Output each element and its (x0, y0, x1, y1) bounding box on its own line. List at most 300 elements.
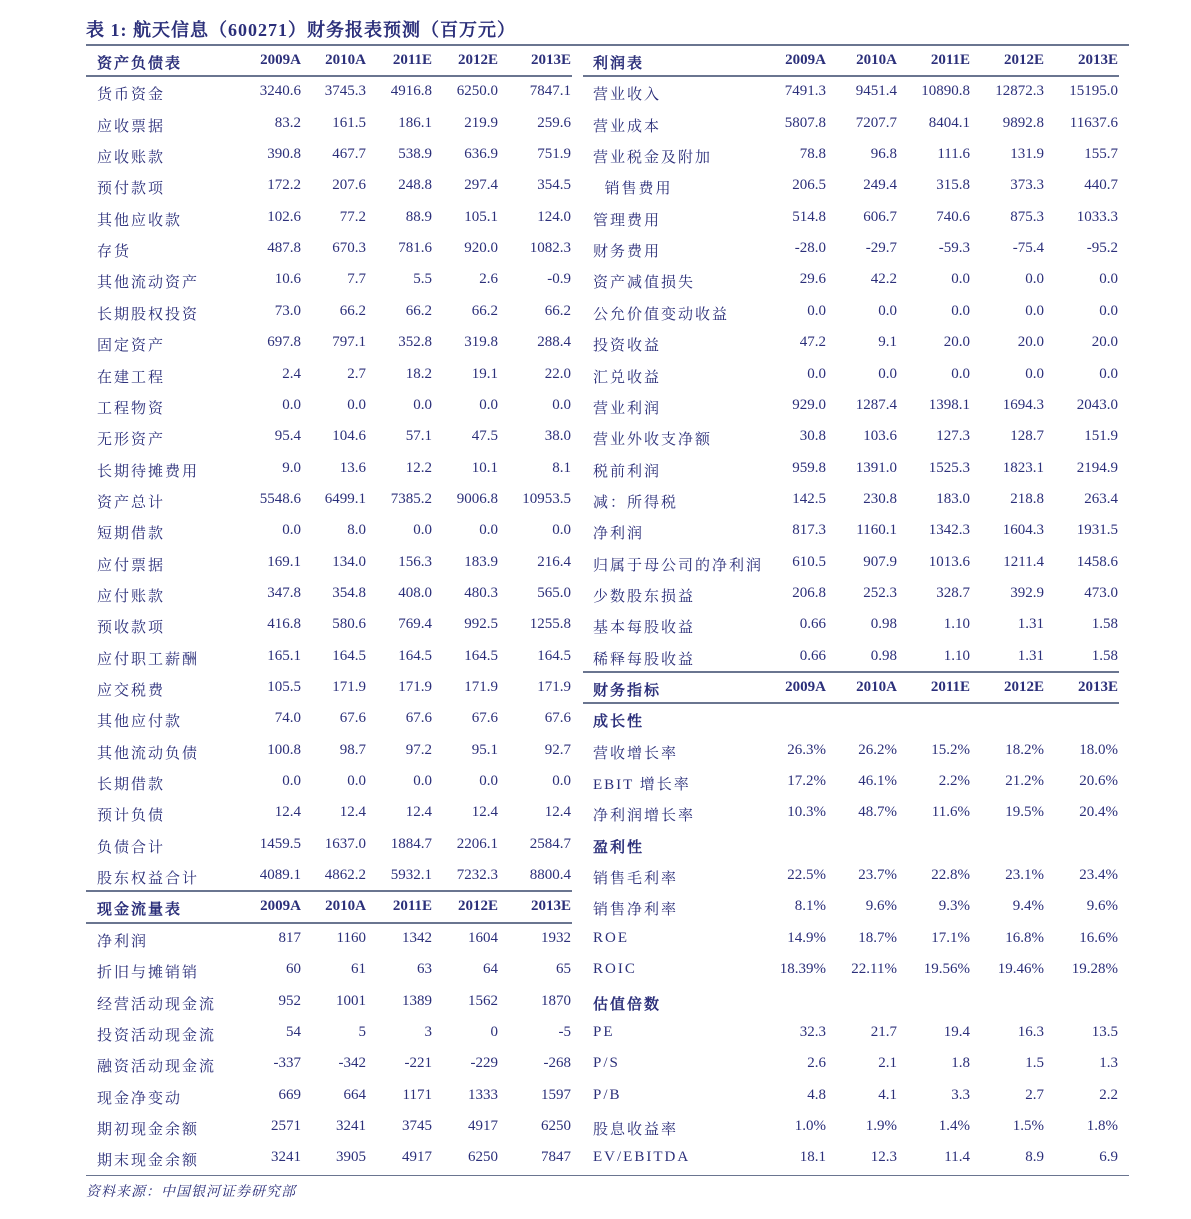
cell-value: 1.58 (1091, 647, 1118, 664)
row-label: 成长性 (593, 714, 645, 731)
cell-value: 0.0 (1099, 302, 1118, 319)
cell-value: 670.3 (332, 240, 366, 257)
row-label: 预计负债 (97, 808, 166, 825)
cell-value: 797.1 (332, 334, 366, 351)
cell-value: 0.98 (870, 616, 897, 633)
cell-value: 606.7 (863, 208, 897, 225)
cell-value: -95.2 (1086, 240, 1118, 257)
cell-value: 769.4 (398, 616, 432, 633)
cell-value: 5932.1 (390, 867, 432, 884)
cell-value: 19.46% (997, 961, 1044, 978)
cell-value: 67.6 (544, 710, 571, 727)
row-label: 盈利性 (593, 839, 645, 856)
column-header: 2009A (785, 52, 826, 68)
cell-value: -0.9 (547, 271, 571, 288)
cell-value: 1001 (336, 992, 366, 1009)
row-label: 工程物资 (97, 400, 166, 417)
row-label: 投资活动现金流 (97, 1027, 217, 1044)
cell-value: 3745.3 (324, 83, 366, 100)
column-header: 2009A (260, 52, 301, 68)
row-label: 税前利润 (593, 463, 662, 480)
cell-value: 8800.4 (529, 867, 571, 884)
cell-value: 20.0 (1091, 334, 1118, 351)
cell-value: 12.2 (405, 459, 432, 476)
cell-value: 0.0 (878, 365, 897, 382)
cell-value: 7232.3 (456, 867, 498, 884)
cell-value: 12.4 (339, 804, 366, 821)
cell-value: 1.5 (1025, 1055, 1044, 1072)
cell-value: 1255.8 (529, 616, 571, 633)
header-rule (583, 75, 1119, 77)
cell-value: 18.7% (858, 929, 897, 946)
cell-value: 12.3 (870, 1149, 897, 1166)
row-label: 股息收益率 (593, 1121, 679, 1138)
cell-value: 408.0 (398, 584, 432, 601)
cell-value: 74.0 (274, 710, 301, 727)
cell-value: 354.8 (332, 584, 366, 601)
row-label: 应付职工薪酬 (97, 651, 200, 668)
row-label: 应交税费 (97, 683, 166, 699)
row-label: 其他流动资产 (97, 275, 200, 292)
cell-value: 20.6% (1079, 773, 1118, 790)
cell-value: 26.3% (787, 741, 826, 758)
cell-value: 57.1 (405, 428, 432, 445)
table-header-label: 现金流量表 (97, 902, 183, 919)
cell-value: -75.4 (1012, 240, 1044, 257)
row-label: 在建工程 (97, 369, 166, 386)
cell-value: -268 (543, 1055, 571, 1072)
cell-value: 1398.1 (928, 396, 970, 413)
row-label: 资产总计 (97, 494, 166, 511)
cell-value: 373.3 (1010, 177, 1044, 194)
row-label: 负债合计 (97, 839, 166, 856)
row-label: 预收款项 (97, 620, 166, 637)
cell-value: 0.0 (282, 522, 301, 539)
cell-value: 1.8% (1086, 1117, 1118, 1134)
row-label: 营业税金及附加 (593, 150, 713, 167)
row-label: 估值倍数 (593, 996, 662, 1013)
cell-value: 390.8 (267, 146, 301, 163)
row-label: 长期待摊费用 (97, 463, 200, 480)
cell-value: 328.7 (936, 584, 970, 601)
cell-value: 0.0 (413, 396, 432, 413)
cell-value: 67.6 (339, 710, 366, 727)
cell-value: 1694.3 (1002, 396, 1044, 413)
cell-value: 5548.6 (259, 490, 301, 507)
cell-value: 95.4 (274, 428, 301, 445)
row-label: 融资活动现金流 (97, 1059, 217, 1076)
cell-value: 30.8 (799, 428, 826, 445)
row-label: 销售毛利率 (593, 871, 679, 888)
cell-value: 2.4 (282, 365, 301, 382)
cell-value: 171.9 (332, 679, 366, 695)
cell-value: 183.0 (936, 490, 970, 507)
cell-value: 1932 (541, 929, 571, 946)
cell-value: 92.7 (544, 741, 571, 758)
cell-value: 6250 (541, 1117, 571, 1134)
cell-value: 0.0 (878, 302, 897, 319)
cell-value: 1342 (402, 929, 432, 946)
cell-value: 1.10 (943, 647, 970, 664)
cell-value: 959.8 (792, 459, 826, 476)
cell-value: 19.5% (1005, 804, 1044, 821)
cell-value: 18.2 (405, 365, 432, 382)
cell-value: 8.1% (794, 898, 826, 915)
cell-value: 15.2% (931, 741, 970, 758)
column-header: 2010A (325, 898, 366, 915)
cell-value: 5807.8 (784, 114, 826, 131)
cell-value: 11.4 (944, 1149, 970, 1166)
row-label: 投资收益 (593, 338, 662, 355)
cell-value: 347.8 (267, 584, 301, 601)
cell-value: 740.6 (936, 208, 970, 225)
cell-value: 98.7 (339, 741, 366, 758)
cell-value: 473.0 (1084, 584, 1118, 601)
cell-value: 1525.3 (928, 459, 970, 476)
column-header: 2010A (856, 679, 897, 695)
bottom-rule (86, 1175, 1129, 1176)
row-label: 减：所得税 (593, 494, 679, 511)
cell-value: 0.0 (1025, 271, 1044, 288)
column-header: 2011E (930, 52, 970, 68)
cell-value: 249.4 (863, 177, 897, 194)
cell-value: 83.2 (274, 114, 301, 131)
cell-value: 0.66 (799, 647, 826, 664)
row-label: 应付账款 (97, 588, 166, 605)
column-header: 2013E (530, 52, 571, 68)
cell-value: 0.0 (807, 302, 826, 319)
cell-value: 1160 (336, 929, 366, 946)
cell-value: 0.0 (347, 773, 366, 790)
column-header: 2009A (785, 679, 826, 695)
cell-value: 2.2 (1099, 1086, 1118, 1103)
cell-value: -5 (558, 1023, 571, 1040)
cell-value: 0.0 (1099, 271, 1118, 288)
cell-value: 7491.3 (784, 83, 826, 100)
cell-value: 48.7% (858, 804, 897, 821)
cell-value: 0.66 (799, 616, 826, 633)
cell-value: 8404.1 (928, 114, 970, 131)
cell-value: 216.4 (537, 553, 571, 570)
column-header: 2012E (1003, 52, 1044, 68)
cell-value: 155.7 (1084, 146, 1118, 163)
header-rule (86, 75, 572, 77)
cell-value: 164.5 (398, 647, 432, 664)
cell-value: 487.8 (267, 240, 301, 257)
column-header: 2010A (325, 52, 366, 68)
cell-value: 6250 (468, 1149, 498, 1166)
row-label: 基本每股收益 (593, 620, 696, 637)
cell-value: 875.3 (1010, 208, 1044, 225)
cell-value: 3241 (336, 1117, 366, 1134)
header-rule (583, 702, 1119, 704)
row-label: 净利润 (97, 933, 149, 950)
row-label: 管理费用 (593, 212, 662, 229)
cell-value: 4862.2 (324, 867, 366, 884)
cell-value: 13.6 (339, 459, 366, 476)
cell-value: 9451.4 (855, 83, 897, 100)
cell-value: 3.3 (951, 1086, 970, 1103)
cell-value: 514.8 (792, 208, 826, 225)
cell-value: 580.6 (332, 616, 366, 633)
row-label: 其他应收款 (97, 212, 183, 229)
row-label: P/S (593, 1055, 620, 1072)
cell-value: 0.0 (552, 522, 571, 539)
cell-value: 60 (286, 961, 301, 978)
cell-value: 817 (278, 929, 301, 946)
cell-value: 817.3 (792, 522, 826, 539)
column-header: 2012E (457, 898, 498, 915)
row-label: 货币资金 (97, 87, 166, 104)
cell-value: 7847 (541, 1149, 571, 1166)
row-label: 期初现金余额 (97, 1121, 200, 1138)
cell-value: 0.0 (1025, 302, 1044, 319)
cell-value: 111.6 (937, 146, 970, 163)
row-label: 营业收入 (593, 87, 662, 104)
cell-value: 23.7% (858, 867, 897, 884)
cell-value: 207.6 (332, 177, 366, 194)
cell-value: 1033.3 (1076, 208, 1118, 225)
column-header: 2010A (856, 52, 897, 68)
cell-value: 1884.7 (390, 835, 432, 852)
row-label: 营业利润 (593, 400, 662, 417)
cell-value: 3905 (336, 1149, 366, 1166)
cell-value: 22.11% (851, 961, 897, 978)
row-label: 应付票据 (97, 557, 166, 574)
row-label: 期末现金余额 (97, 1153, 200, 1170)
cell-value: 1562 (468, 992, 498, 1009)
row-label: 无形资产 (97, 432, 166, 449)
cell-value: 21.7 (870, 1023, 897, 1040)
row-label: 经营活动现金流 (97, 996, 217, 1013)
cell-value: 22.8% (931, 867, 970, 884)
table-header-label: 财务指标 (593, 683, 662, 699)
cell-value: 610.5 (792, 553, 826, 570)
cell-value: 4.8 (807, 1086, 826, 1103)
cell-value: 3240.6 (259, 83, 301, 100)
cell-value: 12872.3 (995, 83, 1044, 100)
cell-value: 1160.1 (856, 522, 897, 539)
cell-value: 102.6 (267, 208, 301, 225)
table-header-label: 利润表 (593, 56, 645, 72)
cell-value: 0.0 (552, 396, 571, 413)
cell-value: -337 (273, 1055, 301, 1072)
top-rule (86, 44, 1129, 46)
row-label: 股东权益合计 (97, 871, 200, 888)
cell-value: 0.0 (282, 396, 301, 413)
cell-value: 9.0 (282, 459, 301, 476)
cell-value: 259.6 (537, 114, 571, 131)
cell-value: 319.8 (464, 334, 498, 351)
cell-value: 6.9 (1099, 1149, 1118, 1166)
cell-value: 1389 (402, 992, 432, 1009)
cell-value: 151.9 (1084, 428, 1118, 445)
column-header: 2011E (392, 898, 432, 915)
cell-value: 97.2 (405, 741, 432, 758)
cell-value: 1171 (402, 1086, 432, 1103)
cell-value: 16.8% (1005, 929, 1044, 946)
row-label: 净利润增长率 (593, 808, 696, 825)
cell-value: 18.39% (779, 961, 826, 978)
cell-value: 171.9 (464, 679, 498, 695)
cell-value: 12.4 (471, 804, 498, 821)
cell-value: 7385.2 (390, 490, 432, 507)
cell-value: 263.4 (1084, 490, 1118, 507)
cell-value: 2.6 (479, 271, 498, 288)
cell-value: 11.6% (931, 804, 970, 821)
row-label: 存货 (97, 244, 132, 261)
row-label: 归属于母公司的净利润 (593, 557, 764, 574)
cell-value: -229 (470, 1055, 498, 1072)
cell-value: 0.0 (479, 773, 498, 790)
cell-value: 1.0% (794, 1117, 826, 1134)
cell-value: 669 (278, 1086, 301, 1103)
row-label: 少数股东损益 (593, 588, 696, 605)
cell-value: 7847.1 (529, 83, 571, 100)
cell-value: 66.2 (471, 302, 498, 319)
table-title: 表 1: 航天信息（600271）财务报表预测（百万元） (86, 20, 516, 40)
cell-value: 10890.8 (921, 83, 970, 100)
row-label: ROE (593, 929, 629, 946)
row-label: 财务费用 (593, 244, 662, 261)
cell-value: 1458.6 (1076, 553, 1118, 570)
cell-value: 8.1 (552, 459, 571, 476)
cell-value: 1.9% (865, 1117, 897, 1134)
cell-value: 21.2% (1005, 773, 1044, 790)
cell-value: 18.2% (1005, 741, 1044, 758)
cell-value: 288.4 (537, 334, 571, 351)
row-label: 长期借款 (97, 777, 166, 794)
cell-value: 42.2 (870, 271, 897, 288)
row-label: 公允价值变动收益 (593, 306, 730, 323)
cell-value: 1013.6 (928, 553, 970, 570)
cell-value: 1870 (541, 992, 571, 1009)
cell-value: 1.3 (1099, 1055, 1118, 1072)
cell-value: 219.9 (464, 114, 498, 131)
cell-value: 22.0 (544, 365, 571, 382)
cell-value: 1333 (468, 1086, 498, 1103)
cell-value: 78.8 (799, 146, 826, 163)
cell-value: 2194.9 (1076, 459, 1118, 476)
cell-value: 352.8 (398, 334, 432, 351)
cell-value: 664 (343, 1086, 366, 1103)
cell-value: 1342.3 (928, 522, 970, 539)
cell-value: 26.2% (858, 741, 897, 758)
cell-value: 1287.4 (855, 396, 897, 413)
cell-value: 0.0 (951, 365, 970, 382)
column-header: 2013E (530, 898, 571, 915)
cell-value: 7207.7 (855, 114, 897, 131)
cell-value: 10.3% (787, 804, 826, 821)
cell-value: 781.6 (398, 240, 432, 257)
cell-value: 67.6 (471, 710, 498, 727)
cell-value: 171.9 (398, 679, 432, 695)
cell-value: 105.1 (464, 208, 498, 225)
cell-value: 20.4% (1079, 804, 1118, 821)
row-label: 销售净利率 (593, 902, 679, 919)
cell-value: 7.7 (347, 271, 366, 288)
cell-value: 248.8 (398, 177, 432, 194)
cell-value: 4916.8 (390, 83, 432, 100)
cell-value: 9.1 (878, 334, 897, 351)
cell-value: 169.1 (267, 553, 301, 570)
cell-value: 3 (424, 1023, 432, 1040)
cell-value: 1637.0 (324, 835, 366, 852)
row-label: EV/EBITDA (593, 1149, 691, 1166)
column-header: 2011E (392, 52, 432, 68)
row-label: 其他应付款 (97, 714, 183, 731)
cell-value: 18.0% (1079, 741, 1118, 758)
cell-value: 354.5 (537, 177, 571, 194)
cell-value: 134.0 (332, 553, 366, 570)
cell-value: 66.2 (405, 302, 432, 319)
cell-value: 65 (556, 961, 571, 978)
cell-value: 46.1% (858, 773, 897, 790)
cell-value: 128.7 (1010, 428, 1044, 445)
cell-value: 13.5 (1091, 1023, 1118, 1040)
cell-value: 1.31 (1017, 616, 1044, 633)
column-header: 2013E (1077, 52, 1118, 68)
header-rule (86, 922, 572, 924)
cell-value: 9.3% (938, 898, 970, 915)
cell-value: 2.7 (347, 365, 366, 382)
cell-value: 164.5 (464, 647, 498, 664)
source-note: 资料来源：中国银河证券研究部 (86, 1185, 296, 1200)
cell-value: 54 (286, 1023, 301, 1040)
cell-value: 6499.1 (324, 490, 366, 507)
row-label: 长期股权投资 (97, 306, 200, 323)
cell-value: 697.8 (267, 334, 301, 351)
row-label: 营收增长率 (593, 745, 679, 762)
cell-value: 392.9 (1010, 584, 1044, 601)
row-label: 资产减值损失 (593, 275, 696, 292)
cell-value: 142.5 (792, 490, 826, 507)
cell-value: 565.0 (537, 584, 571, 601)
cell-value: 164.5 (332, 647, 366, 664)
cell-value: 1082.3 (529, 240, 571, 257)
cell-value: 12.4 (544, 804, 571, 821)
cell-value: 920.0 (464, 240, 498, 257)
column-header: 2012E (457, 52, 498, 68)
cell-value: 0 (490, 1023, 498, 1040)
cell-value: 19.1 (471, 365, 498, 382)
cell-value: 95.1 (471, 741, 498, 758)
cell-value: 88.9 (405, 208, 432, 225)
column-header: 2013E (1077, 679, 1118, 695)
cell-value: 77.2 (339, 208, 366, 225)
cell-value: 4089.1 (259, 867, 301, 884)
cell-value: 2584.7 (529, 835, 571, 852)
cell-value: 315.8 (936, 177, 970, 194)
cell-value: 127.3 (936, 428, 970, 445)
cell-value: 104.6 (332, 428, 366, 445)
cell-value: 67.6 (405, 710, 432, 727)
cell-value: 100.8 (267, 741, 301, 758)
cell-value: 10953.5 (522, 490, 571, 507)
cell-value: 23.1% (1005, 867, 1044, 884)
cell-value: -342 (338, 1055, 366, 1072)
cell-value: 9.6% (865, 898, 897, 915)
cell-value: 9892.8 (1002, 114, 1044, 131)
cell-value: 18.1 (799, 1149, 826, 1166)
row-label: PE (593, 1023, 615, 1040)
cell-value: 10.6 (274, 271, 301, 288)
cell-value: 66.2 (339, 302, 366, 319)
cell-value: 164.5 (537, 647, 571, 664)
cell-value: 105.5 (267, 679, 301, 695)
cell-value: 218.8 (1010, 490, 1044, 507)
row-label: 应收票据 (97, 118, 166, 135)
